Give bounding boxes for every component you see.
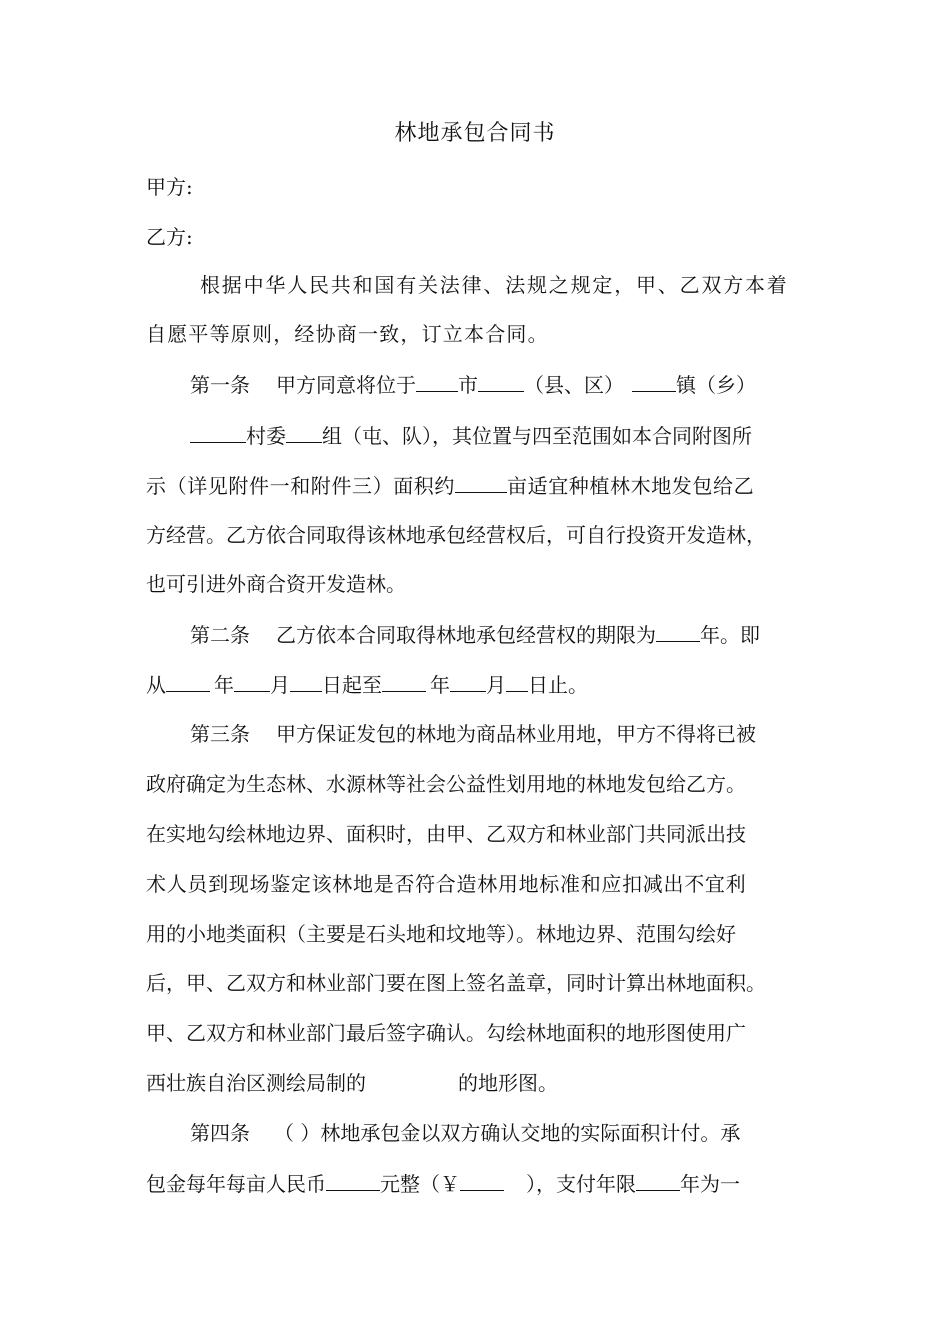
article-3-line-4: 术人员到现场鉴定该林地是否符合造林用地标准和应扣减出不宜利 [146,872,747,896]
county-label: （县、区） [524,373,624,397]
blank-start-month [234,669,270,692]
article-2-line-1 [190,619,760,650]
blank-fee-amount [326,1168,380,1191]
article-3-line-6: 后，甲、乙双方和林业部门要在图上签名盖章，同时计算出林地面积。 [146,971,766,995]
blank-town [632,369,676,392]
document-title: 林地承包合同书 [394,121,556,146]
start-month-label: 月 [270,673,290,697]
blank-group [286,420,322,443]
article-3-line-7: 甲、乙双方和林业部门最后签字确认。勾绘林地面积的地形图使用广 [146,1021,746,1045]
party-a-label: 甲方: [146,175,193,199]
article-1-label: 第一条 [190,373,250,397]
blank-end-year [382,669,426,692]
blank-fee-figure [460,1168,504,1191]
article-1-text: 甲方同意将位于 [276,373,416,397]
map-source-text: 西壮族自治区测绘局制的 [146,1071,366,1095]
article-1-line-3 [146,470,754,501]
article-1-line-2 [190,420,752,451]
start-day-label: 日起至 [322,673,382,697]
article-1-line-1 [190,369,756,400]
blank-city [416,369,458,392]
preamble-line-1: 根据中华人民共和国有关法律、法规之规定，甲、乙双方本着 [200,273,789,297]
area-text: 示（详见附件一和附件三）面积约 [146,474,455,498]
party-b-label: 乙方: [146,225,193,249]
blank-county [478,369,524,392]
preamble-line-2: 自愿平等原则，经协商一致，订立本合同。 [146,322,549,346]
area-unit-text: 亩适宜种植林木地发包给乙 [507,474,755,498]
end-day-label: 日止。 [528,673,588,697]
city-label: 市 [458,373,478,397]
payment-unit-text: 年为一 [680,1172,740,1196]
article-3-text: 甲方保证发包的林地为商品林业用地，甲方不得将已被 [276,722,756,746]
article-2-text: 乙方依本合同取得林地承包经营权的期限为 [276,623,656,647]
article-1-line-5: 也可引进外商合资开发造林。 [146,572,406,596]
group-text: 组（屯、队），其位置与四至范围如本合同附图所 [322,424,752,448]
article-4-text: （ ）林地承包金以双方确认交地的实际面积计付。承 [274,1121,741,1145]
article-2-label: 第二条 [190,623,250,647]
term-unit-text: 年。即 [700,623,760,647]
article-3-line-2: 政府确定为生态林、水源林等社会公益性划用地的林地发包给乙方。 [146,772,746,796]
end-year-label: 年 [430,673,450,697]
article-1-line-4: 方经营。乙方依合同取得该林地承包经营权后，可自行投资开发造林， [146,523,766,547]
article-3-line-3: 在实地勾绘林地边界、面积时，由甲、乙双方和林业部门共同派出技 [146,822,746,846]
blank-start-year [166,669,210,692]
town-label: 镇（乡） [676,373,756,397]
payment-term-text: ），支付年限 [526,1172,636,1196]
start-year-label: 年 [214,673,234,697]
blank-end-month [450,669,486,692]
blank-payment-years [636,1168,680,1191]
end-month-label: 月 [486,673,506,697]
blank-start-day [290,669,322,692]
blank-end-day [506,669,528,692]
article-3-line-8 [146,1068,558,1098]
fee-currency-text: 元整（￥ [380,1172,460,1196]
article-2-line-2 [146,669,588,700]
article-3-line-1 [190,719,756,749]
map-suffix-text: 的地形图。 [458,1071,558,1095]
article-4-label: 第四条 [190,1121,250,1145]
blank-area [455,470,507,493]
blank-village [190,420,246,443]
village-label: 村委 [246,424,286,448]
blank-term-years [656,619,700,642]
fee-text: 包金每年每亩人民币 [146,1172,326,1196]
article-4-line-1 [190,1118,740,1148]
article-3-line-5: 用的小地类面积（主要是石头地和坟地等）。林地边界、范围勾绘好 [146,922,736,946]
article-4-line-2 [146,1168,740,1199]
article-3-label: 第三条 [190,722,250,746]
from-label: 从 [146,673,166,697]
